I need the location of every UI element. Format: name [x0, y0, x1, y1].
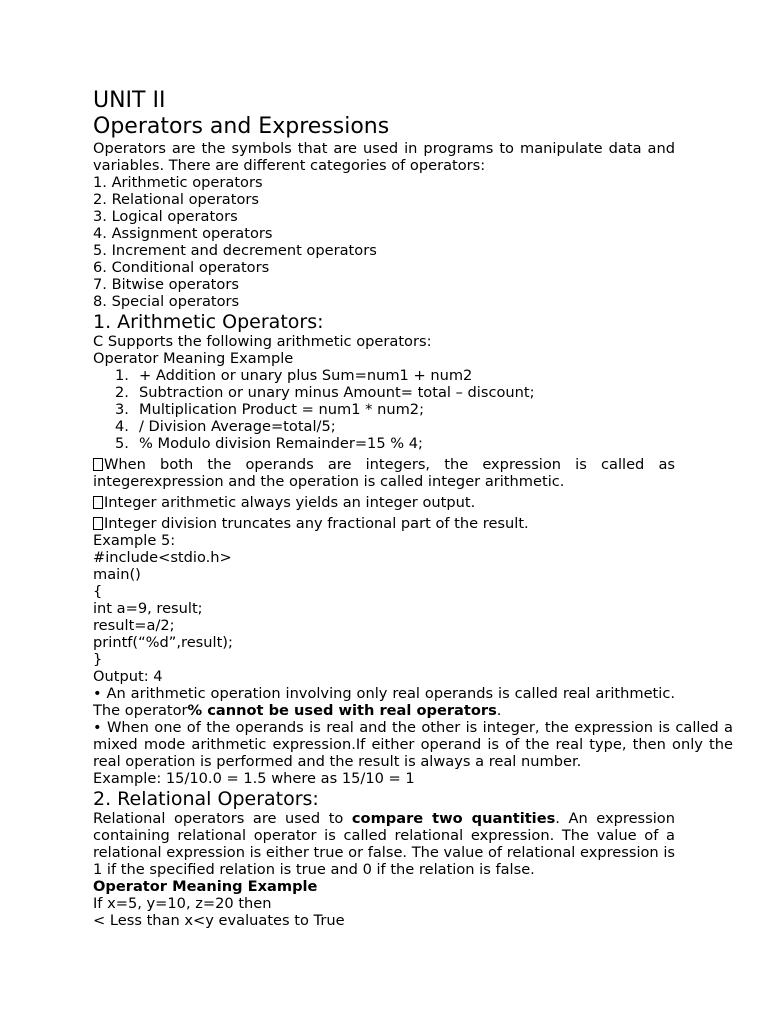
missing-glyph-icon	[93, 517, 103, 530]
note-integer-division: Integer division truncates any fractional part of the result.	[93, 515, 675, 532]
code-line: printf(“%d”,result);	[93, 634, 233, 651]
list-text: Multiplication Product = num1 * num2;	[139, 401, 425, 418]
code-line: main()	[93, 566, 141, 583]
unit-title: UNIT II	[93, 88, 166, 113]
note-integer-output: Integer arithmetic always yields an integer output.	[93, 494, 675, 511]
missing-glyph-icon	[93, 458, 103, 471]
arithmetic-lead: C Supports the following arithmetic operators:	[93, 333, 432, 350]
page-title: Operators and Expressions	[93, 114, 390, 139]
bold-phrase: compare two quantities	[351, 810, 556, 827]
missing-glyph-icon	[93, 496, 103, 509]
note-integer-expression: When both the operands are integers, the expression is called as integerexpression and the operation is called integer arithmetic.	[93, 456, 675, 490]
table-header: Operator Meaning Example	[93, 350, 294, 367]
list-item	[115, 418, 675, 435]
relational-row: < Less than x<y evaluates to True	[93, 912, 345, 929]
list-number: 5.	[115, 435, 129, 452]
list-item: 5. Increment and decrement operators	[93, 242, 377, 259]
list-text: Subtraction or unary minus Amount= total – discount;	[139, 384, 535, 401]
list-item: 7. Bitwise operators	[93, 276, 239, 293]
list-item	[115, 384, 675, 401]
list-item: 3. Logical operators	[93, 208, 238, 225]
section-heading-arithmetic: 1. Arithmetic Operators:	[93, 311, 324, 333]
list-item	[115, 435, 675, 452]
arithmetic-operator-list	[93, 367, 675, 452]
code-block	[93, 549, 675, 668]
list-item: 1. Arithmetic operators	[93, 174, 263, 191]
intro-paragraph: Operators are the symbols that are used in programs to manipulate data and variables. There are different categories of operators:	[93, 140, 675, 174]
document-body	[93, 88, 733, 929]
mixed-mode-bullet: • When one of the operands is real and the other is integer, the expression is called a mixed mode arithmetic expression.If either operand is of the real type, then only the real operation is performed and the result is always a real number.	[93, 719, 733, 770]
bold-warning: % cannot be used with real operators	[187, 702, 497, 719]
list-number: 4.	[115, 418, 129, 435]
code-line: int a=9, result;	[93, 600, 203, 617]
list-item	[115, 367, 675, 384]
relational-given: If x=5, y=10, z=20 then	[93, 895, 272, 912]
output-line: Output: 4	[93, 668, 163, 685]
list-item: 2. Relational operators	[93, 191, 259, 208]
category-list	[93, 174, 675, 310]
code-line: #include<stdio.h>	[93, 549, 232, 566]
list-text: / Division Average=total/5;	[139, 418, 336, 435]
relational-table-header: Operator Meaning Example	[93, 878, 318, 895]
list-text: + Addition or unary plus Sum=num1 + num2	[139, 367, 473, 384]
list-item: 6. Conditional operators	[93, 259, 270, 276]
division-example: Example: 15/10.0 = 1.5 where as 15/10 = 1	[93, 770, 415, 787]
relational-paragraph: Relational operators are used to compare two quantities. An expression containing relational operator is called relational expression. The value of a relational expression is either true or false. The value of relational expression is 1 if the specified relation is true and 0 if the relation is false.	[93, 810, 675, 878]
example-label: Example 5:	[93, 532, 176, 549]
list-item	[115, 401, 675, 418]
real-arithmetic-bullet: • An arithmetic operation involving only real operands is called real arithmetic. The operator% cannot be used with real operators.	[93, 685, 675, 719]
code-line: }	[93, 651, 103, 668]
list-number: 2.	[115, 384, 129, 401]
list-number: 3.	[115, 401, 129, 418]
code-line: {	[93, 583, 103, 600]
section-heading-relational: 2. Relational Operators:	[93, 788, 319, 810]
list-text: % Modulo division Remainder=15 % 4;	[139, 435, 423, 452]
list-item: 8. Special operators	[93, 293, 240, 310]
code-line: result=a/2;	[93, 617, 175, 634]
list-item: 4. Assignment operators	[93, 225, 273, 242]
list-number: 1.	[115, 367, 129, 384]
